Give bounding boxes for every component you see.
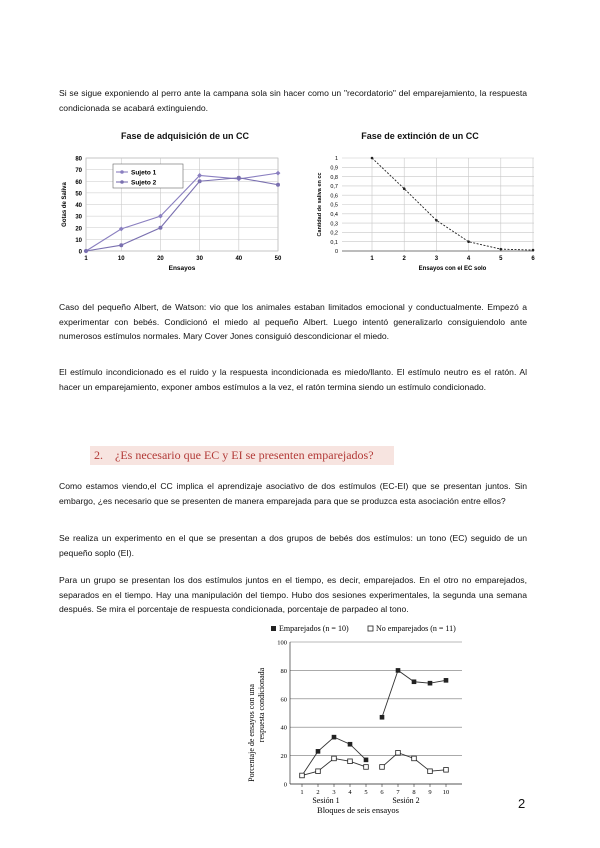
data-point	[300, 773, 305, 778]
data-point	[444, 768, 449, 773]
section-title: ¿Es necesario que EC y EI se presenten emparejados?	[115, 448, 374, 462]
x-tick-label: 2	[316, 789, 320, 796]
x-tick-label: 8	[412, 789, 416, 796]
legend-label: Emparejados (n = 10)	[279, 624, 349, 633]
x-tick-label: 9	[428, 789, 432, 796]
y-tick-label: 10	[75, 237, 82, 244]
y-tick-label: 20	[75, 226, 82, 233]
y-tick-label: 0,1	[330, 239, 338, 246]
y-tick-label: 0,7	[330, 184, 338, 191]
data-point	[500, 248, 503, 251]
data-point	[428, 681, 433, 686]
y-tick-label: 80	[75, 156, 82, 163]
data-point	[412, 756, 417, 761]
x-tick-label: 6	[380, 789, 384, 796]
chart-extinction-title: Fase de extinción de un CC	[361, 131, 479, 141]
data-point	[348, 742, 353, 747]
legend-label: No emparejados (n = 11)	[376, 624, 456, 633]
x-tick-label: 1	[84, 256, 88, 262]
x-tick-label: 3	[434, 256, 439, 262]
x-tick-label: 50	[274, 256, 282, 262]
data-point	[119, 243, 123, 247]
section-heading	[90, 446, 394, 465]
y-axis-label: Gotas de Saliva	[62, 182, 68, 227]
x-tick-label: 2	[402, 256, 406, 262]
x-tick-label: 20	[157, 256, 164, 262]
series-line	[382, 670, 446, 717]
legend-label: Sujeto 2	[131, 179, 157, 187]
data-point	[316, 769, 321, 774]
y-tick-label: 0	[283, 781, 287, 789]
data-point	[435, 219, 438, 222]
data-point	[84, 249, 88, 253]
chart-blink-response	[240, 622, 480, 832]
y-tick-label: 0,4	[330, 212, 338, 218]
data-point	[316, 749, 321, 754]
data-point	[380, 715, 385, 720]
data-point	[396, 668, 401, 673]
data-point	[428, 769, 433, 774]
y-tick-label: 0,5	[330, 202, 338, 209]
paragraph-extinction: Si se sigue exponiendo al perro ante la campana sola sin hacer como un "recordatorio" del emparejamiento, la respuesta condicionada se acabará extinguiendo.	[59, 88, 527, 113]
y-tick-label: 50	[75, 191, 82, 198]
y-tick-label: 0	[334, 249, 338, 256]
data-point	[332, 756, 337, 761]
data-point	[364, 758, 369, 763]
x-tick-label: 6	[531, 256, 535, 262]
data-point	[364, 765, 369, 770]
data-point	[332, 735, 337, 740]
y-tick-label: 1	[334, 156, 338, 163]
x-tick-label: 7	[396, 789, 400, 796]
legend-marker	[120, 180, 124, 184]
x-tick-label: 5	[364, 789, 368, 796]
data-point	[276, 183, 280, 187]
legend-marker	[120, 170, 124, 174]
data-point	[348, 759, 353, 764]
data-point	[198, 179, 202, 183]
y-axis-label: Cantidad de saliva en cc	[317, 172, 323, 237]
x-tick-label: 3	[332, 789, 336, 796]
data-point	[380, 765, 385, 770]
legend-marker	[271, 626, 276, 631]
session-label: Sesión 1	[312, 796, 340, 805]
y-tick-label: 0	[78, 249, 82, 256]
chart-extinction	[312, 148, 544, 280]
y-tick-label: 0,9	[330, 165, 338, 172]
y-tick-label: 0,6	[330, 193, 338, 200]
y-tick-label: 40	[75, 203, 82, 209]
data-point	[403, 187, 406, 190]
data-point	[532, 249, 535, 252]
x-tick-label: 1	[370, 256, 374, 262]
data-point	[396, 750, 401, 755]
x-tick-label: 5	[499, 256, 503, 262]
x-tick-label: 40	[235, 256, 243, 262]
paragraph-question: Como estamos viendo,el CC implica el aprendizaje asociativo de dos estímulos (EC-EI) que se presentan juntos. Sin embargo, ¿es necesario que se presenten de manera emparejada para que se produzca esta asociación entre ellos?	[59, 481, 527, 506]
data-point	[444, 678, 449, 683]
y-axis-label: Porcentaje de ensayos con una	[247, 684, 256, 782]
chart-acquisition-title: Fase de adquisición de un CC	[120, 131, 250, 141]
legend-marker	[368, 626, 373, 631]
paragraph-experiment: Se realiza un experimento en el que se presentan a dos grupos de bebés dos estímulos: un tono (EC) seguido de un pequeño soplo (EI).	[59, 533, 527, 558]
data-point	[158, 226, 162, 230]
x-tick-label: 30	[196, 256, 203, 262]
page-number: 2	[518, 796, 526, 811]
x-axis-label: Ensayos	[168, 265, 196, 272]
y-tick-label: 20	[280, 753, 287, 761]
paragraph-groups: Para un grupo se presentan los dos estímulos juntos en el tiempo, es decir, emparejados. En el otro no emparejados, separados en el tiempo. Hay una manipulación del tiempo. Hubo dos sesiones experimentales, la segunda una semana después. Se mira el porcentaje de respuesta condicionada, porcentaje de parpadeo al tono.	[59, 575, 527, 615]
y-tick-label: 0,8	[330, 174, 338, 181]
y-tick-label: 80	[280, 667, 287, 675]
x-tick-label: 1	[300, 789, 304, 796]
y-tick-label: 60	[75, 179, 82, 186]
y-tick-label: 30	[75, 214, 82, 221]
data-point	[412, 679, 417, 684]
y-tick-label: 70	[75, 168, 82, 175]
y-tick-label: 0,2	[330, 230, 338, 237]
paragraph-little-albert: Caso del pequeño Albert, de Watson: vio que los animales estaban limitados emocional y conductualmente. Empezó a experimentar con bebés. Condicionó el miedo al pequeño Albert. Luego intentó generalizarlo consiguiendolo ante numerosos estímulos normales. Mary Cover Jones consiguió descondicionar el miedo.	[59, 302, 527, 342]
x-tick-label: 4	[348, 789, 352, 796]
section-number: 2.	[94, 448, 103, 462]
x-tick-label: 10	[117, 256, 125, 262]
y-tick-label: 100	[277, 639, 287, 647]
x-tick-label: 4	[466, 256, 471, 262]
legend-label: Sujeto 1	[131, 169, 157, 177]
y-tick-label: 0,3	[330, 221, 338, 228]
y-tick-label: 40	[280, 724, 287, 732]
chart-acquisition	[58, 148, 290, 280]
session-label: Sesión 2	[392, 796, 420, 805]
paragraph-stimuli: El estímulo incondicionado es el ruido y la respuesta incondicionada es miedo/llanto. El estímulo neutro es el ratón. Al hacer un emparejamiento, exponer ambos estímulos a la vez, el ratón termina siendo un estímulo condicionado.	[59, 367, 527, 392]
data-point	[237, 176, 241, 180]
x-axis-label: Bloques de seis ensayos	[317, 805, 399, 815]
data-point	[371, 157, 374, 160]
y-axis-label: respuesta condicionada	[257, 667, 266, 743]
x-axis-label: Ensayos con el EC solo	[418, 266, 487, 272]
x-tick-label: 10	[442, 789, 450, 796]
y-tick-label: 60	[280, 696, 287, 704]
data-point	[467, 240, 470, 243]
